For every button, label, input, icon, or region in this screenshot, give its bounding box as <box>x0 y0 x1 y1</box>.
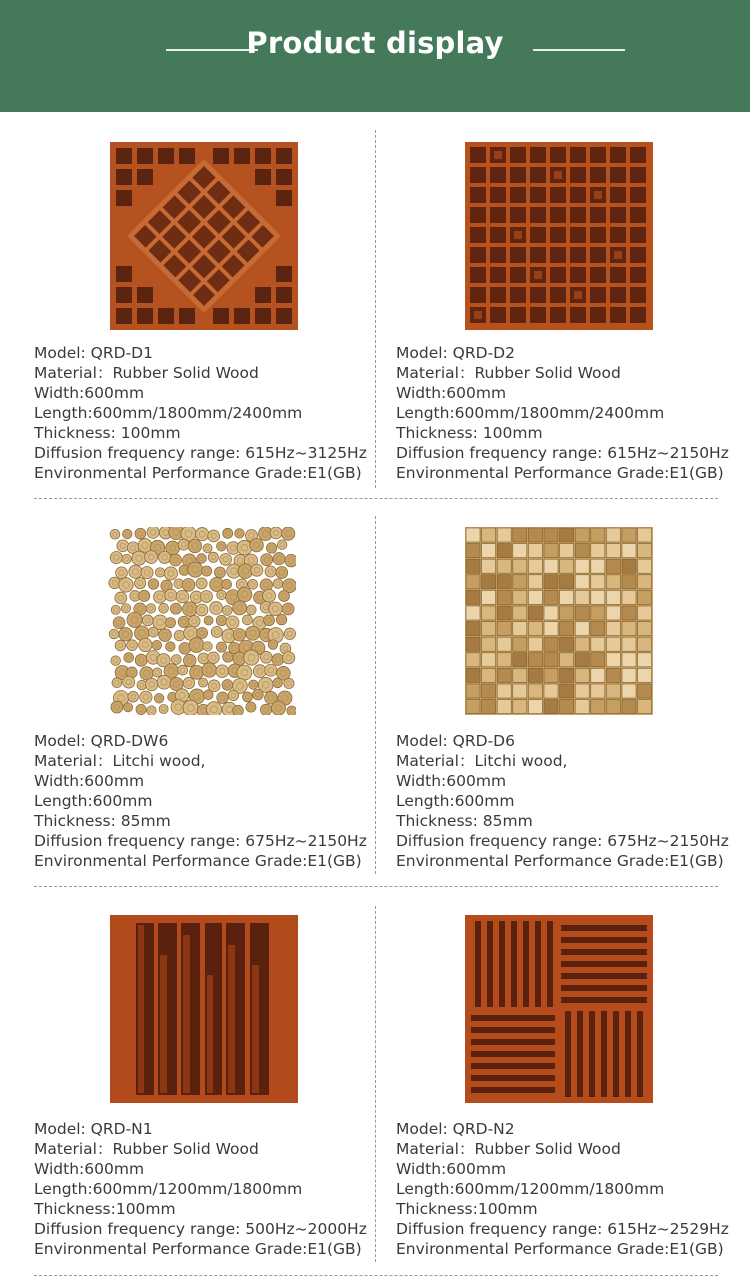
thickness-text: Thickness: 85mm <box>396 812 533 830</box>
thickness-text: Thickness:100mm <box>396 1200 538 1218</box>
frequency-text: Diffusion frequency range: 615Hz~2529Hz <box>396 1220 729 1238</box>
frequency-text: Diffusion frequency range: 500Hz~2000Hz <box>34 1220 367 1238</box>
model-text: Model: QRD-D6 <box>396 732 515 750</box>
model-text: Model: QRD-DW6 <box>34 732 169 750</box>
model-text: Model: QRD-D1 <box>34 344 153 362</box>
thickness-text: Thickness: 100mm <box>396 424 543 442</box>
product-specs-qrd-d2 <box>396 343 729 483</box>
column-divider <box>375 130 376 488</box>
model-text: Model: QRD-N2 <box>396 1120 515 1138</box>
product-image-qrd-d1 <box>110 142 298 330</box>
length-text: Length:600mm <box>396 792 515 810</box>
grade-text: Environmental Performance Grade:E1(GB) <box>396 852 724 870</box>
product-image-qrd-n2 <box>465 915 653 1103</box>
grade-text: Environmental Performance Grade:E1(GB) <box>396 464 724 482</box>
column-divider <box>375 906 376 1262</box>
length-text: Length:600mm <box>34 792 153 810</box>
length-text: Length:600mm/1200mm/1800mm <box>396 1180 665 1198</box>
product-specs-qrd-dw6 <box>34 731 367 871</box>
product-image-qrd-dw6 <box>108 527 296 715</box>
title-decor-line-right <box>533 49 625 51</box>
material-text: Material：Litchi wood, <box>34 752 206 770</box>
mixed-slot-diffuser-picture <box>465 915 653 1103</box>
material-text: Material：Rubber Solid Wood <box>396 1140 621 1158</box>
page-title: Product display <box>246 26 504 60</box>
material-text: Material：Rubber Solid Wood <box>396 364 621 382</box>
frequency-text: Diffusion frequency range: 675Hz~2150Hz <box>396 832 729 850</box>
row-divider <box>34 886 718 887</box>
width-text: Width:600mm <box>34 384 145 402</box>
product-specs-qrd-d6 <box>396 731 729 871</box>
product-image-qrd-n1 <box>110 915 298 1103</box>
frequency-text: Diffusion frequency range: 615Hz~2150Hz <box>396 444 729 462</box>
product-specs-qrd-n2 <box>396 1119 729 1259</box>
square-grid-diffuser-picture <box>465 142 653 330</box>
row-divider <box>34 498 718 499</box>
material-text: Material：Rubber Solid Wood <box>34 1140 259 1158</box>
width-text: Width:600mm <box>396 772 507 790</box>
model-text: Model: QRD-N1 <box>34 1120 153 1138</box>
row-divider <box>34 1275 718 1276</box>
product-specs-qrd-d1 <box>34 343 367 483</box>
thickness-text: Thickness: 85mm <box>34 812 171 830</box>
diagonal-grid-diffuser-picture <box>110 142 298 330</box>
grade-text: Environmental Performance Grade:E1(GB) <box>34 1240 362 1258</box>
log-round-diffuser-picture <box>108 527 296 715</box>
product-specs-qrd-n1 <box>34 1119 367 1259</box>
width-text: Width:600mm <box>396 1160 507 1178</box>
width-text: Width:600mm <box>396 384 507 402</box>
block-skyline-diffuser-picture <box>465 527 653 715</box>
width-text: Width:600mm <box>34 772 145 790</box>
thickness-text: Thickness: 100mm <box>34 424 181 442</box>
grade-text: Environmental Performance Grade:E1(GB) <box>396 1240 724 1258</box>
model-text: Model: QRD-D2 <box>396 344 515 362</box>
length-text: Length:600mm/1800mm/2400mm <box>34 404 303 422</box>
column-divider <box>375 516 376 874</box>
thickness-text: Thickness:100mm <box>34 1200 176 1218</box>
length-text: Length:600mm/1200mm/1800mm <box>34 1180 303 1198</box>
material-text: Material：Rubber Solid Wood <box>34 364 259 382</box>
header-banner <box>0 0 750 112</box>
vertical-slot-diffuser-picture <box>110 915 298 1103</box>
product-image-qrd-d2 <box>465 142 653 330</box>
material-text: Material：Litchi wood, <box>396 752 568 770</box>
width-text: Width:600mm <box>34 1160 145 1178</box>
grade-text: Environmental Performance Grade:E1(GB) <box>34 852 362 870</box>
grade-text: Environmental Performance Grade:E1(GB) <box>34 464 362 482</box>
product-image-qrd-d6 <box>465 527 653 715</box>
frequency-text: Diffusion frequency range: 615Hz~3125Hz <box>34 444 367 462</box>
length-text: Length:600mm/1800mm/2400mm <box>396 404 665 422</box>
frequency-text: Diffusion frequency range: 675Hz~2150Hz <box>34 832 367 850</box>
